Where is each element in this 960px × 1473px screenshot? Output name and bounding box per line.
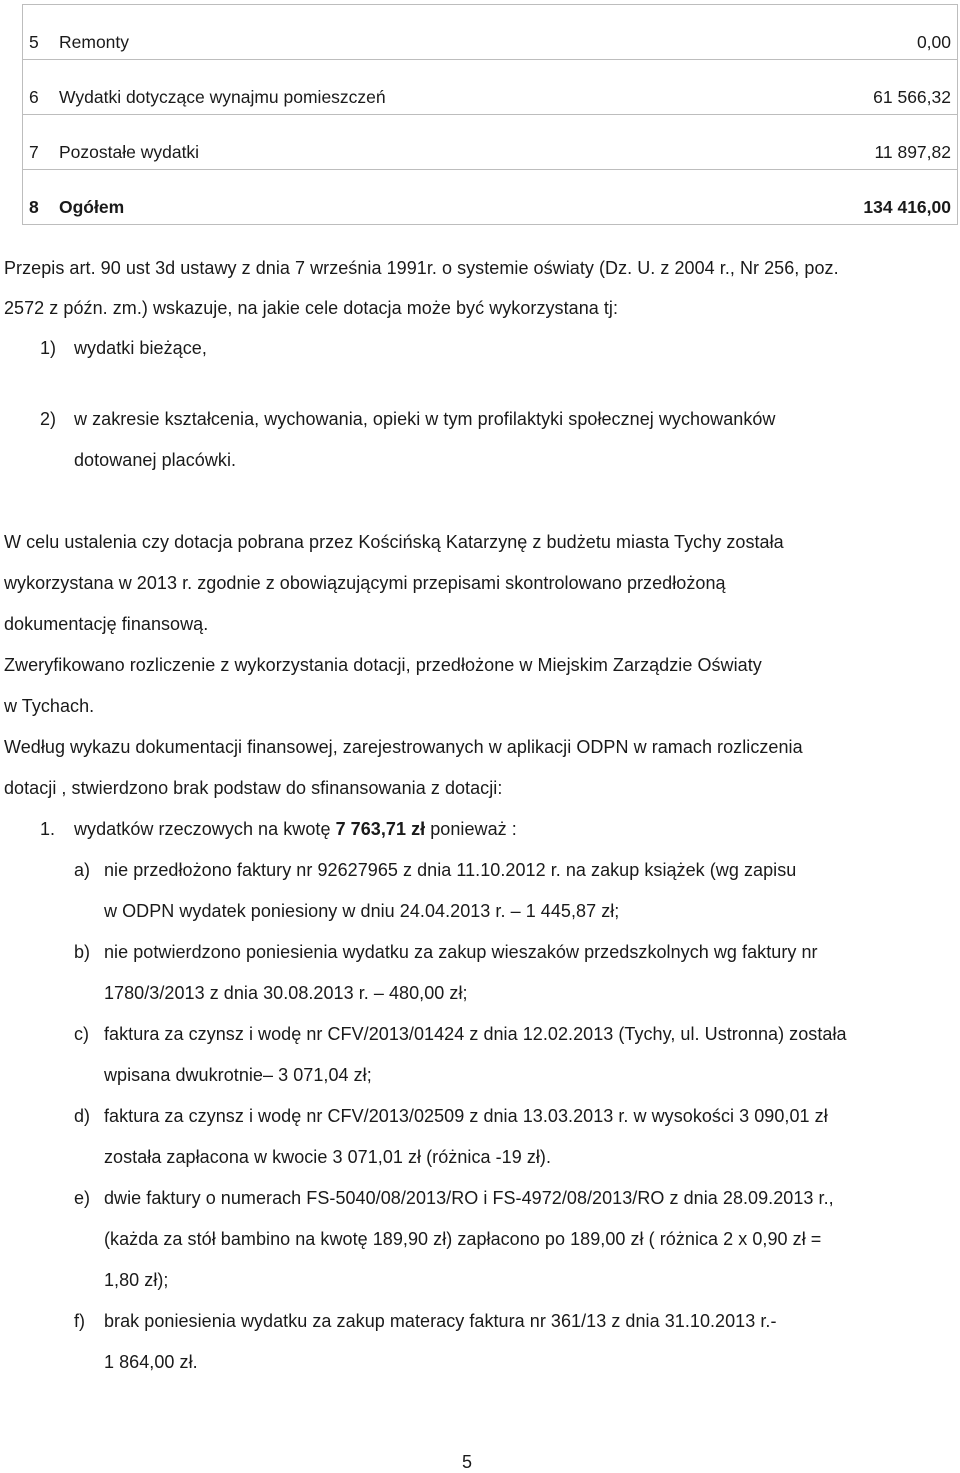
row-amount: 61 566,32 — [751, 60, 958, 115]
item-text: dwie faktury o numerach FS-5040/08/2013/RO i FS-4972/08/2013/RO z dnia 28.09.2013 r., — [104, 1188, 834, 1208]
law-item-number: 2) — [40, 409, 57, 429]
item-text: w ODPN wydatek poniesiony w dniu 24.04.2013 r. – 1 445,87 zł; — [104, 901, 620, 921]
paragraph-line: wykorzystana w 2013 r. zgodnie z obowiązującymi przepisami skontrolowano przedłożoną — [4, 573, 726, 593]
page-number: 5 — [462, 1452, 473, 1472]
row-name: Wydatki dotyczące wynajmu pomieszczeń — [55, 60, 751, 115]
item-text: (każda za stół bambino na kwotę 189,90 zł) zapłacono po 189,00 zł ( różnica 2 x 0,90 zł = — [104, 1229, 822, 1249]
row-amount: 0,00 — [751, 5, 958, 60]
paragraph-line: Według wykazu dokumentacji finansowej, zarejestrowanych w aplikacji ODPN w ramach rozliczenia — [4, 737, 803, 757]
item-text: 1,80 zł); — [104, 1270, 169, 1290]
row-number: 8 — [23, 170, 56, 225]
expenses-table — [22, 4, 958, 225]
row-number: 5 — [23, 5, 56, 60]
point-text — [74, 819, 517, 840]
law-line-2: 2572 z późn. zm.) wskazuje, na jakie cele dotacja może być wykorzystana tj: — [4, 298, 619, 318]
point-text-after: ponieważ : — [425, 819, 517, 839]
row-amount: 134 416,00 — [751, 170, 958, 225]
item-text: została zapłacona w kwocie 3 071,01 zł (różnica -19 zł). — [104, 1147, 552, 1167]
table-row — [23, 115, 958, 170]
law-item-number: 1) — [40, 338, 57, 358]
paragraph-line: w Tychach. — [4, 696, 95, 716]
row-amount: 11 897,82 — [751, 115, 958, 170]
table-row — [23, 5, 958, 60]
item-letter: a) — [74, 860, 91, 880]
row-name: Ogółem — [55, 170, 751, 225]
point-text-before: wydatków rzeczowych na kwotę — [74, 819, 336, 839]
paragraph-line: dokumentację finansową. — [4, 614, 209, 634]
paragraph-line: dotacji , stwierdzono brak podstaw do sfinansowania z dotacji: — [4, 778, 503, 798]
table-row — [23, 60, 958, 115]
law-item-text: dotowanej placówki. — [74, 450, 237, 470]
point-number: 1. — [40, 819, 56, 839]
item-letter: e) — [74, 1188, 91, 1208]
paragraph-line: Zweryfikowano rozliczenie z wykorzystania dotacji, przedłożone w Miejskim Zarządzie Oświaty — [4, 655, 762, 675]
item-letter: b) — [74, 942, 91, 962]
row-name: Remonty — [55, 5, 751, 60]
item-text: faktura za czynsz i wodę nr CFV/2013/02509 z dnia 13.03.2013 r. w wysokości 3 090,01 zł — [104, 1106, 828, 1126]
law-line-1: Przepis art. 90 ust 3d ustawy z dnia 7 września 1991r. o systemie oświaty (Dz. U. z 2004 r., Nr 256, poz. — [4, 258, 839, 278]
item-text: wpisana dwukrotnie– 3 071,04 zł; — [104, 1065, 372, 1085]
item-text: nie potwierdzono poniesienia wydatku za zakup wieszaków przedszkolnych wg faktury nr — [104, 942, 818, 962]
item-text: 1780/3/2013 z dnia 30.08.2013 r. – 480,00 zł; — [104, 983, 468, 1003]
item-letter: f) — [74, 1311, 86, 1331]
table-row-total — [23, 170, 958, 225]
item-text: nie przedłożono faktury nr 92627965 z dnia 11.10.2012 r. na zakup książek (wg zapisu — [104, 860, 797, 880]
item-text: 1 864,00 zł. — [104, 1352, 198, 1372]
item-letter: c) — [74, 1024, 90, 1044]
law-item-text: wydatki bieżące, — [74, 338, 207, 358]
row-number: 6 — [23, 60, 56, 115]
row-number: 7 — [23, 115, 56, 170]
row-name: Pozostałe wydatki — [55, 115, 751, 170]
point-amount: 7 763,71 zł — [335, 819, 426, 839]
item-text: faktura za czynsz i wodę nr CFV/2013/01424 z dnia 12.02.2013 (Tychy, ul. Ustronna) została — [104, 1024, 847, 1044]
item-text: brak poniesienia wydatku za zakup materacy faktura nr 361/13 z dnia 31.10.2013 r.- — [104, 1311, 777, 1331]
item-letter: d) — [74, 1106, 91, 1126]
law-item-text: w zakresie kształcenia, wychowania, opieki w tym profilaktyki społecznej wychowanków — [74, 409, 776, 429]
paragraph-line: W celu ustalenia czy dotacja pobrana przez Kościńską Katarzynę z budżetu miasta Tychy została — [4, 532, 784, 552]
